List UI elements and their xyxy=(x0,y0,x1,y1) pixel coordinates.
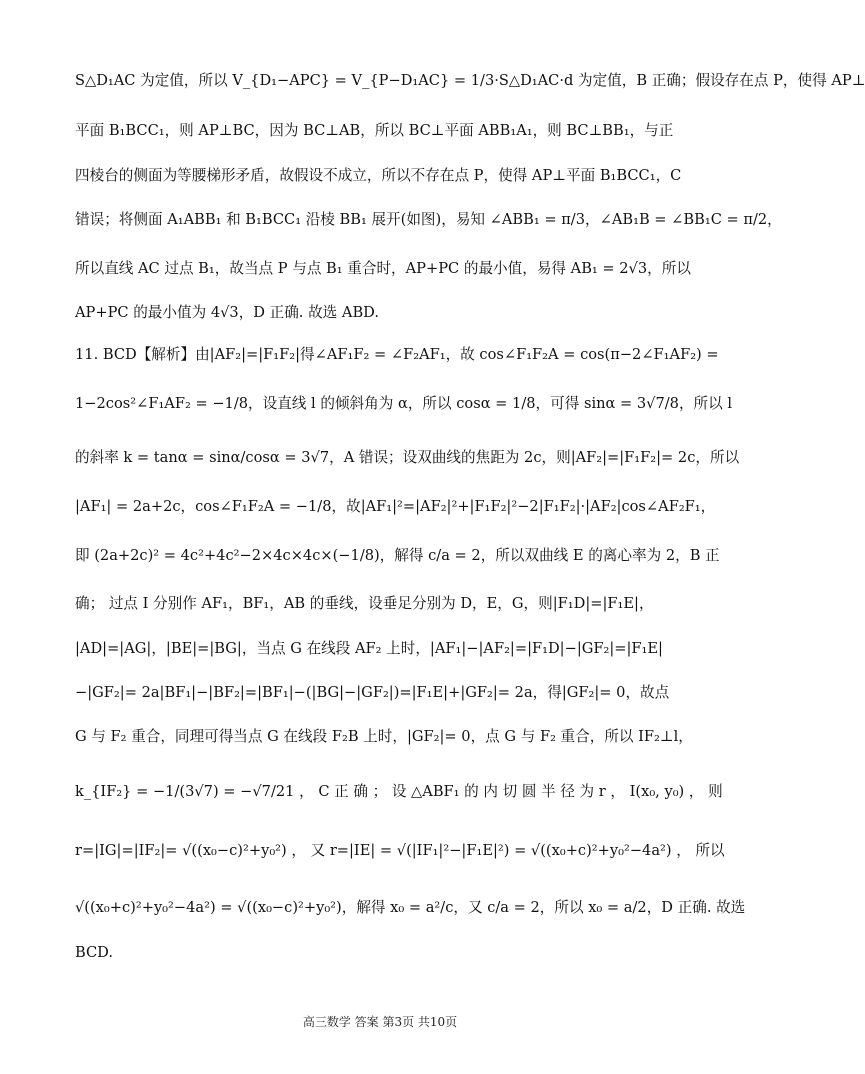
text-line: 即 (2a+2c)² = 4c²+4c²−2×4c×4c×(−1/8)，解得 c/a = 2，所以双曲线 E 的离心率为 2，B 正 xyxy=(75,547,720,564)
text-line: 错误；将侧面 A₁ABB₁ 和 B₁BCC₁ 沿棱 BB₁ 展开(如图)，易知 ∠ABB₁ = π/3，∠AB₁B = ∠BB₁C = π/2， xyxy=(75,211,782,228)
text-line: |AD|=|AG|，|BE|=|BG|，当点 G 在线段 AF₂ 上时，|AF₁|−|AF₂|=|F₁D|−|GF₂|=|F₁E| xyxy=(75,640,663,657)
text-line: 确； 过点 I 分别作 AF₁，BF₁，AB 的垂线，设垂足分别为 D，E，G，则|F₁D|=|F₁E|， xyxy=(75,595,654,612)
text-line: S△D₁AC 为定值，所以 V_{D₁−APC} = V_{P−D₁AC} = 1/3·S△D₁AC·d 为定值，B 正确；假设存在点 P，使得 AP⊥ xyxy=(75,72,865,89)
text-line: −|GF₂|= 2a|BF₁|−|BF₂|=|BF₁|−(|BG|−|GF₂|)=|F₁E|+|GF₂|= 2a，得|GF₂|= 0，故点 xyxy=(75,684,670,701)
text-line: r=|IG|=|IF₂|= √((x₀−c)²+y₀²) ， 又 r=|IE| = √(|IF₁|²−|F₁E|²) = √((x₀+c)²+y₀²−4a²) ， 所以 xyxy=(75,842,725,859)
text-line: 的斜率 k = tanα = sinα/cosα = 3√7，A 错误；设双曲线的焦距为 2c，则|AF₂|=|F₁F₂|= 2c，所以 xyxy=(75,449,740,466)
text-line: AP+PC 的最小值为 4√3，D 正确. 故选 ABD. xyxy=(75,304,379,321)
page-footer: 高三数学 答案 第3页 共10页 xyxy=(302,1015,458,1029)
text-line: 所以直线 AC 过点 B₁，故当点 P 与点 B₁ 重合时，AP+PC 的最小值，易得 AB₁ = 2√3，所以 xyxy=(75,260,691,277)
text-line: √((x₀+c)²+y₀²−4a²) = √((x₀−c)²+y₀²)，解得 x₀ = a²/c，又 c/a = 2，所以 x₀ = a/2，D 正确. 故选 xyxy=(75,899,746,916)
text-line: k_{IF₂} = −1/(3√7) = −√7/21 ， C 正 确 ； 设 △ABF₁ 的 内 切 圆 半 径 为 r ， I(x₀, y₀) ， 则 xyxy=(75,783,723,800)
text-line: |AF₁| = 2a+2c，cos∠F₁F₂A = −1/8，故|AF₁|²=|AF₂|²+|F₁F₂|²−2|F₁F₂|·|AF₂|cos∠AF₂F₁， xyxy=(75,498,716,515)
text-line: BCD. xyxy=(75,944,113,961)
text-line: G 与 F₂ 重合，同理可得当点 G 在线段 F₂B 上时，|GF₂|= 0，点 G 与 F₂ 重合，所以 IF₂⊥l， xyxy=(75,728,693,745)
text-line: 四棱台的侧面为等腰梯形矛盾，故假设不成立，所以不存在点 P，使得 AP⊥平面 B₁BCC₁，C xyxy=(75,167,682,184)
problem-11-header: 11. BCD【解析】由|AF₂|=|F₁F₂|得∠AF₁F₂ = ∠F₂AF₁，故 cos∠F₁F₂A = cos(π−2∠F₁AF₂) = xyxy=(75,346,719,363)
text-line: 1−2cos²∠F₁AF₂ = −1/8，设直线 l 的倾斜角为 α，所以 cosα = 1/8，可得 sinα = 3√7/8，所以 l xyxy=(75,395,733,412)
text-line: 平面 B₁BCC₁，则 AP⊥BC，因为 BC⊥AB，所以 BC⊥平面 ABB₁A₁，则 BC⊥BB₁，与正 xyxy=(75,122,674,139)
